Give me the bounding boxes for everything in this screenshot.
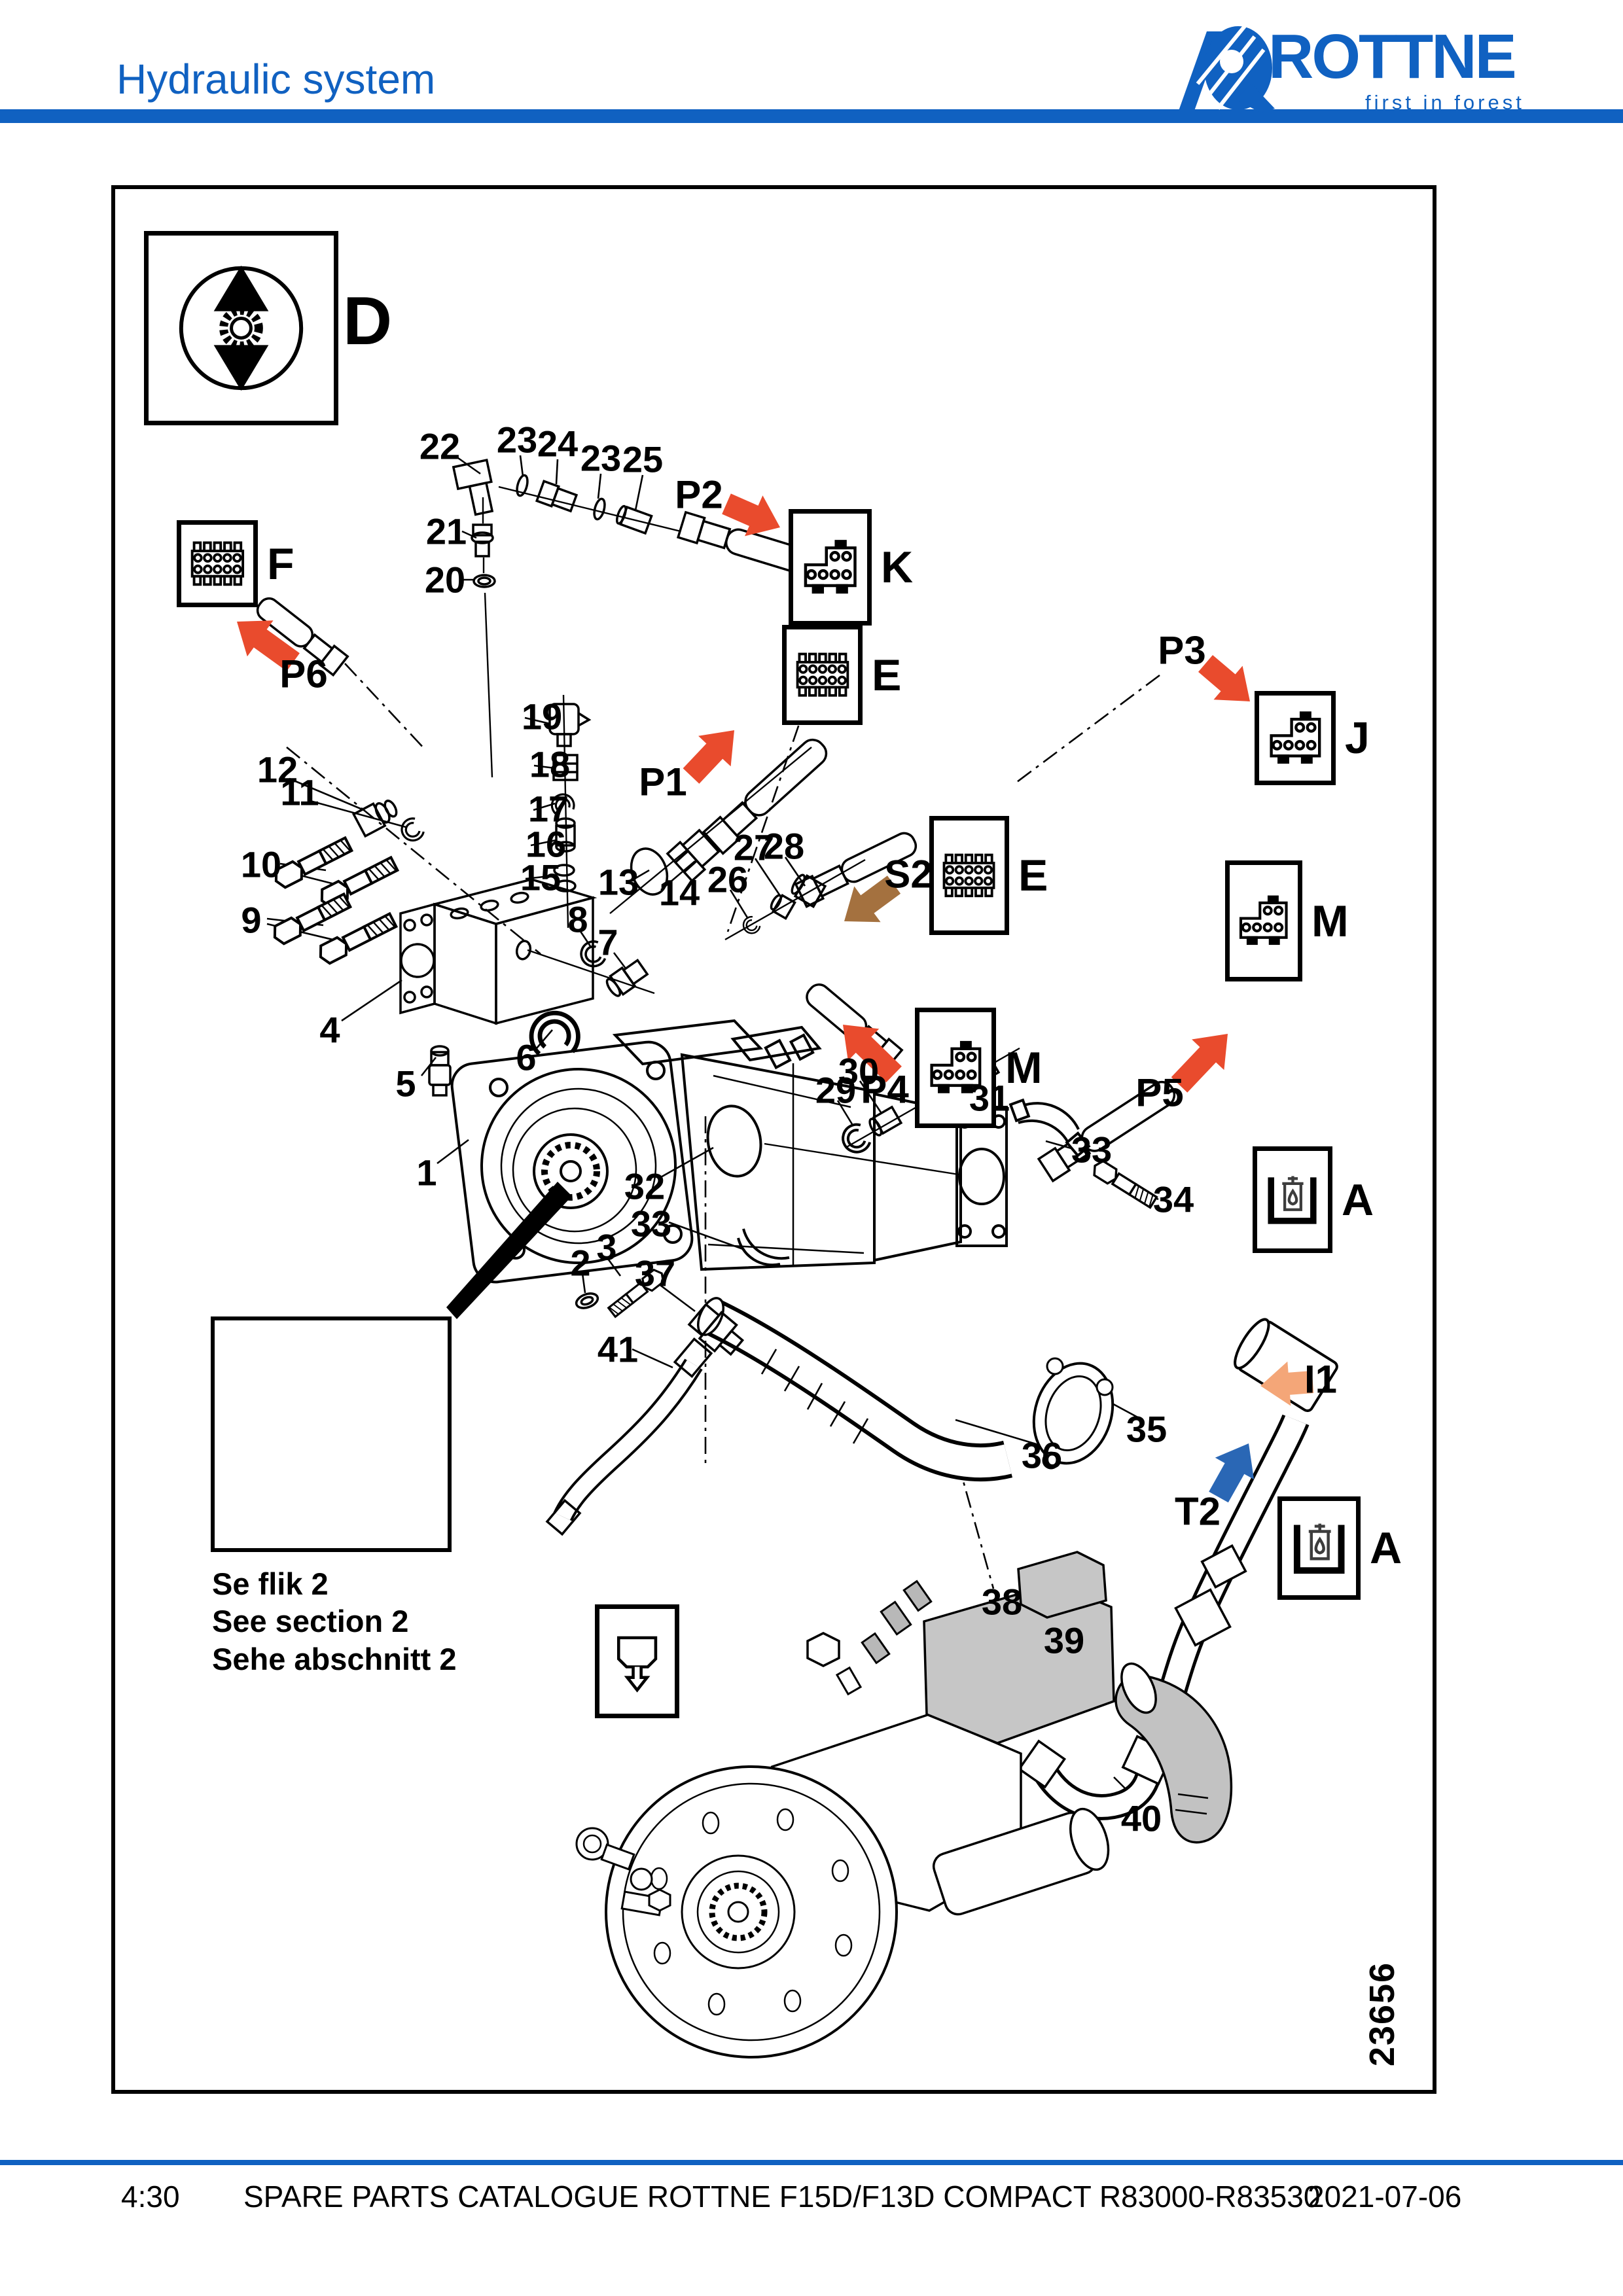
inset-note-line-en: See section 2	[212, 1604, 409, 1639]
port-label-T2: T2	[1174, 1489, 1221, 1534]
part-label-11: 11	[280, 771, 319, 813]
drain-icon	[604, 1616, 670, 1708]
connector-letter-K: K	[881, 542, 914, 592]
connector-letter-J: J	[1345, 713, 1370, 763]
part-label-16: 16	[525, 823, 567, 865]
part-label-13: 13	[597, 861, 639, 903]
connector-box-A	[1277, 1496, 1361, 1600]
logo-brand-text: ROTTNE	[1268, 22, 1515, 92]
port-label-I1: I1	[1304, 1357, 1338, 1402]
part-label-5: 5	[395, 1063, 416, 1104]
connector-letter-M: M	[1005, 1043, 1043, 1093]
inset-note-line-de: Sehe abschnitt 2	[212, 1641, 457, 1676]
part-label-14: 14	[658, 872, 700, 913]
arrow-red	[1198, 655, 1250, 701]
pin10-icon	[186, 529, 249, 598]
port-label-P2: P2	[675, 472, 723, 517]
connector-box-J	[1255, 691, 1336, 785]
port-label-P6: P6	[279, 652, 328, 696]
part-label-6: 6	[516, 1036, 537, 1078]
part-label-17: 17	[527, 788, 569, 830]
part-label-36: 36	[1021, 1434, 1063, 1476]
part-label-8: 8	[567, 898, 588, 940]
page-title: Hydraulic system	[116, 56, 436, 103]
footer-title: SPARE PARTS CATALOGUE ROTTNE F15D/F13D COMPACT R83000-R83530	[243, 2180, 1321, 2214]
part-label-2: 2	[570, 1242, 591, 1284]
part-label-9: 9	[241, 899, 262, 941]
part-label-3: 3	[596, 1226, 617, 1268]
drawing-number: 23656	[1363, 1961, 1402, 2067]
inset-reference-box	[211, 1316, 452, 1552]
footer-divider	[0, 2160, 1623, 2165]
part-label-12: 12	[257, 749, 298, 790]
connector-letter-A: A	[1370, 1523, 1402, 1573]
pin6-icon	[798, 520, 863, 614]
connector-box-F	[177, 520, 258, 607]
connector-box-drain	[595, 1604, 679, 1718]
connector-letter-M: M	[1311, 896, 1349, 946]
arrow-red	[683, 730, 734, 784]
pin10-icon	[791, 635, 854, 715]
part-label-41: 41	[597, 1328, 639, 1370]
part-label-4: 4	[319, 1009, 340, 1051]
part-label-38: 38	[981, 1581, 1023, 1623]
part-label-31: 31	[969, 1077, 1010, 1119]
figure-key-letter: D	[343, 283, 393, 359]
part-label-34: 34	[1152, 1178, 1194, 1220]
part-label-39: 39	[1043, 1619, 1085, 1661]
pin6-icon	[1264, 701, 1327, 775]
bolts-9-10	[270, 836, 399, 966]
port-label-S2: S2	[884, 852, 933, 896]
inset-note-line-sv: Se flik 2	[212, 1566, 329, 1601]
fitting-11-12	[353, 796, 425, 843]
footer-page-number: 4:30	[121, 2180, 180, 2214]
connector-letter-A: A	[1342, 1174, 1374, 1225]
part-label-22: 22	[419, 425, 461, 467]
inset-note	[212, 1565, 457, 1678]
connector-letter-F: F	[267, 539, 294, 589]
part-label-25: 25	[622, 438, 664, 480]
part-label-33: 33	[1071, 1129, 1113, 1171]
part-label-24: 24	[537, 423, 579, 465]
part-label-1: 1	[416, 1152, 437, 1193]
part-label-29: 29	[815, 1069, 857, 1111]
tank-icon	[1287, 1507, 1351, 1590]
port-label-P5: P5	[1135, 1070, 1184, 1115]
part-label-26: 26	[707, 858, 749, 900]
part-label-7: 7	[597, 921, 618, 963]
part-label-21: 21	[425, 510, 467, 552]
footer-date: 2021-07-06	[1308, 2180, 1462, 2214]
connector-letter-E: E	[1018, 851, 1048, 900]
connector-box-M	[1225, 860, 1302, 981]
part-label-20: 20	[424, 559, 466, 601]
part-label-40: 40	[1120, 1797, 1162, 1839]
connector-box-E	[782, 625, 863, 725]
tank-icon	[1261, 1157, 1323, 1243]
part-label-30: 30	[838, 1050, 880, 1092]
part-label-37: 37	[634, 1252, 676, 1294]
pin6-icon	[1234, 872, 1294, 970]
port-label-P3: P3	[1158, 628, 1206, 673]
port-label-P1: P1	[639, 760, 687, 804]
part-label-35: 35	[1126, 1408, 1168, 1450]
part-label-28: 28	[763, 825, 805, 867]
logo-tagline: first in forest	[1365, 91, 1525, 114]
part-label-32: 32	[624, 1165, 666, 1207]
connector-letter-E: E	[872, 650, 902, 700]
connector-box-K	[789, 509, 872, 626]
part-label-10: 10	[240, 843, 282, 885]
part-label-23: 23	[580, 437, 622, 479]
part-label-15: 15	[520, 857, 562, 898]
part-label-23: 23	[496, 419, 538, 461]
connector-box-E	[929, 816, 1009, 935]
connector-box-A	[1253, 1146, 1332, 1253]
port-label-P4: P4	[861, 1067, 909, 1112]
pin10-icon	[938, 827, 1000, 924]
part-label-19: 19	[521, 696, 563, 737]
part-label-33: 33	[630, 1203, 672, 1245]
part-label-18: 18	[529, 743, 571, 785]
part-label-27: 27	[733, 826, 775, 868]
